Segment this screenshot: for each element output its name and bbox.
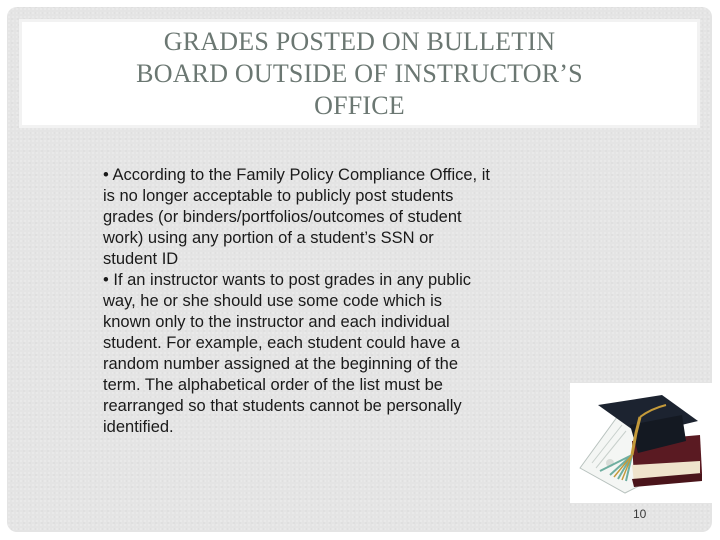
body-line: student. For example, each student could have a: [103, 334, 460, 352]
title-line-2: BOARD OUTSIDE OF INSTRUCTOR’S: [136, 59, 583, 88]
slide-body: [103, 165, 543, 438]
page-number: 10: [633, 507, 647, 521]
title-line-1: GRADES POSTED ON BULLETIN: [163, 27, 556, 56]
body-line: rearranged so that students cannot be personally: [103, 397, 462, 415]
title-box: [22, 22, 697, 125]
body-line: • If an instructor wants to post grades in any public: [103, 271, 472, 289]
body-line: work) using any portion of a student’s SSN or: [103, 229, 434, 247]
title-line-3: OFFICE: [314, 91, 405, 120]
body-line: term. The alphabetical order of the list must be: [103, 376, 443, 394]
slide-title: [22, 26, 697, 122]
body-line: random number assigned at the beginning of the: [103, 355, 458, 373]
body-line: • According to the Family Policy Compliance Office, it: [103, 166, 490, 184]
body-line: way, he or she should use some code which is: [103, 292, 443, 310]
body-line: is no longer acceptable to publicly post students: [103, 187, 454, 205]
body-line: identified.: [103, 418, 174, 436]
body-line: grades (or binders/portfolios/outcomes of student: [103, 208, 462, 226]
graduation-cap-diploma-book-icon: [570, 383, 712, 503]
body-line: known only to the instructor and each individual: [103, 313, 450, 331]
body-line: student ID: [103, 250, 179, 268]
